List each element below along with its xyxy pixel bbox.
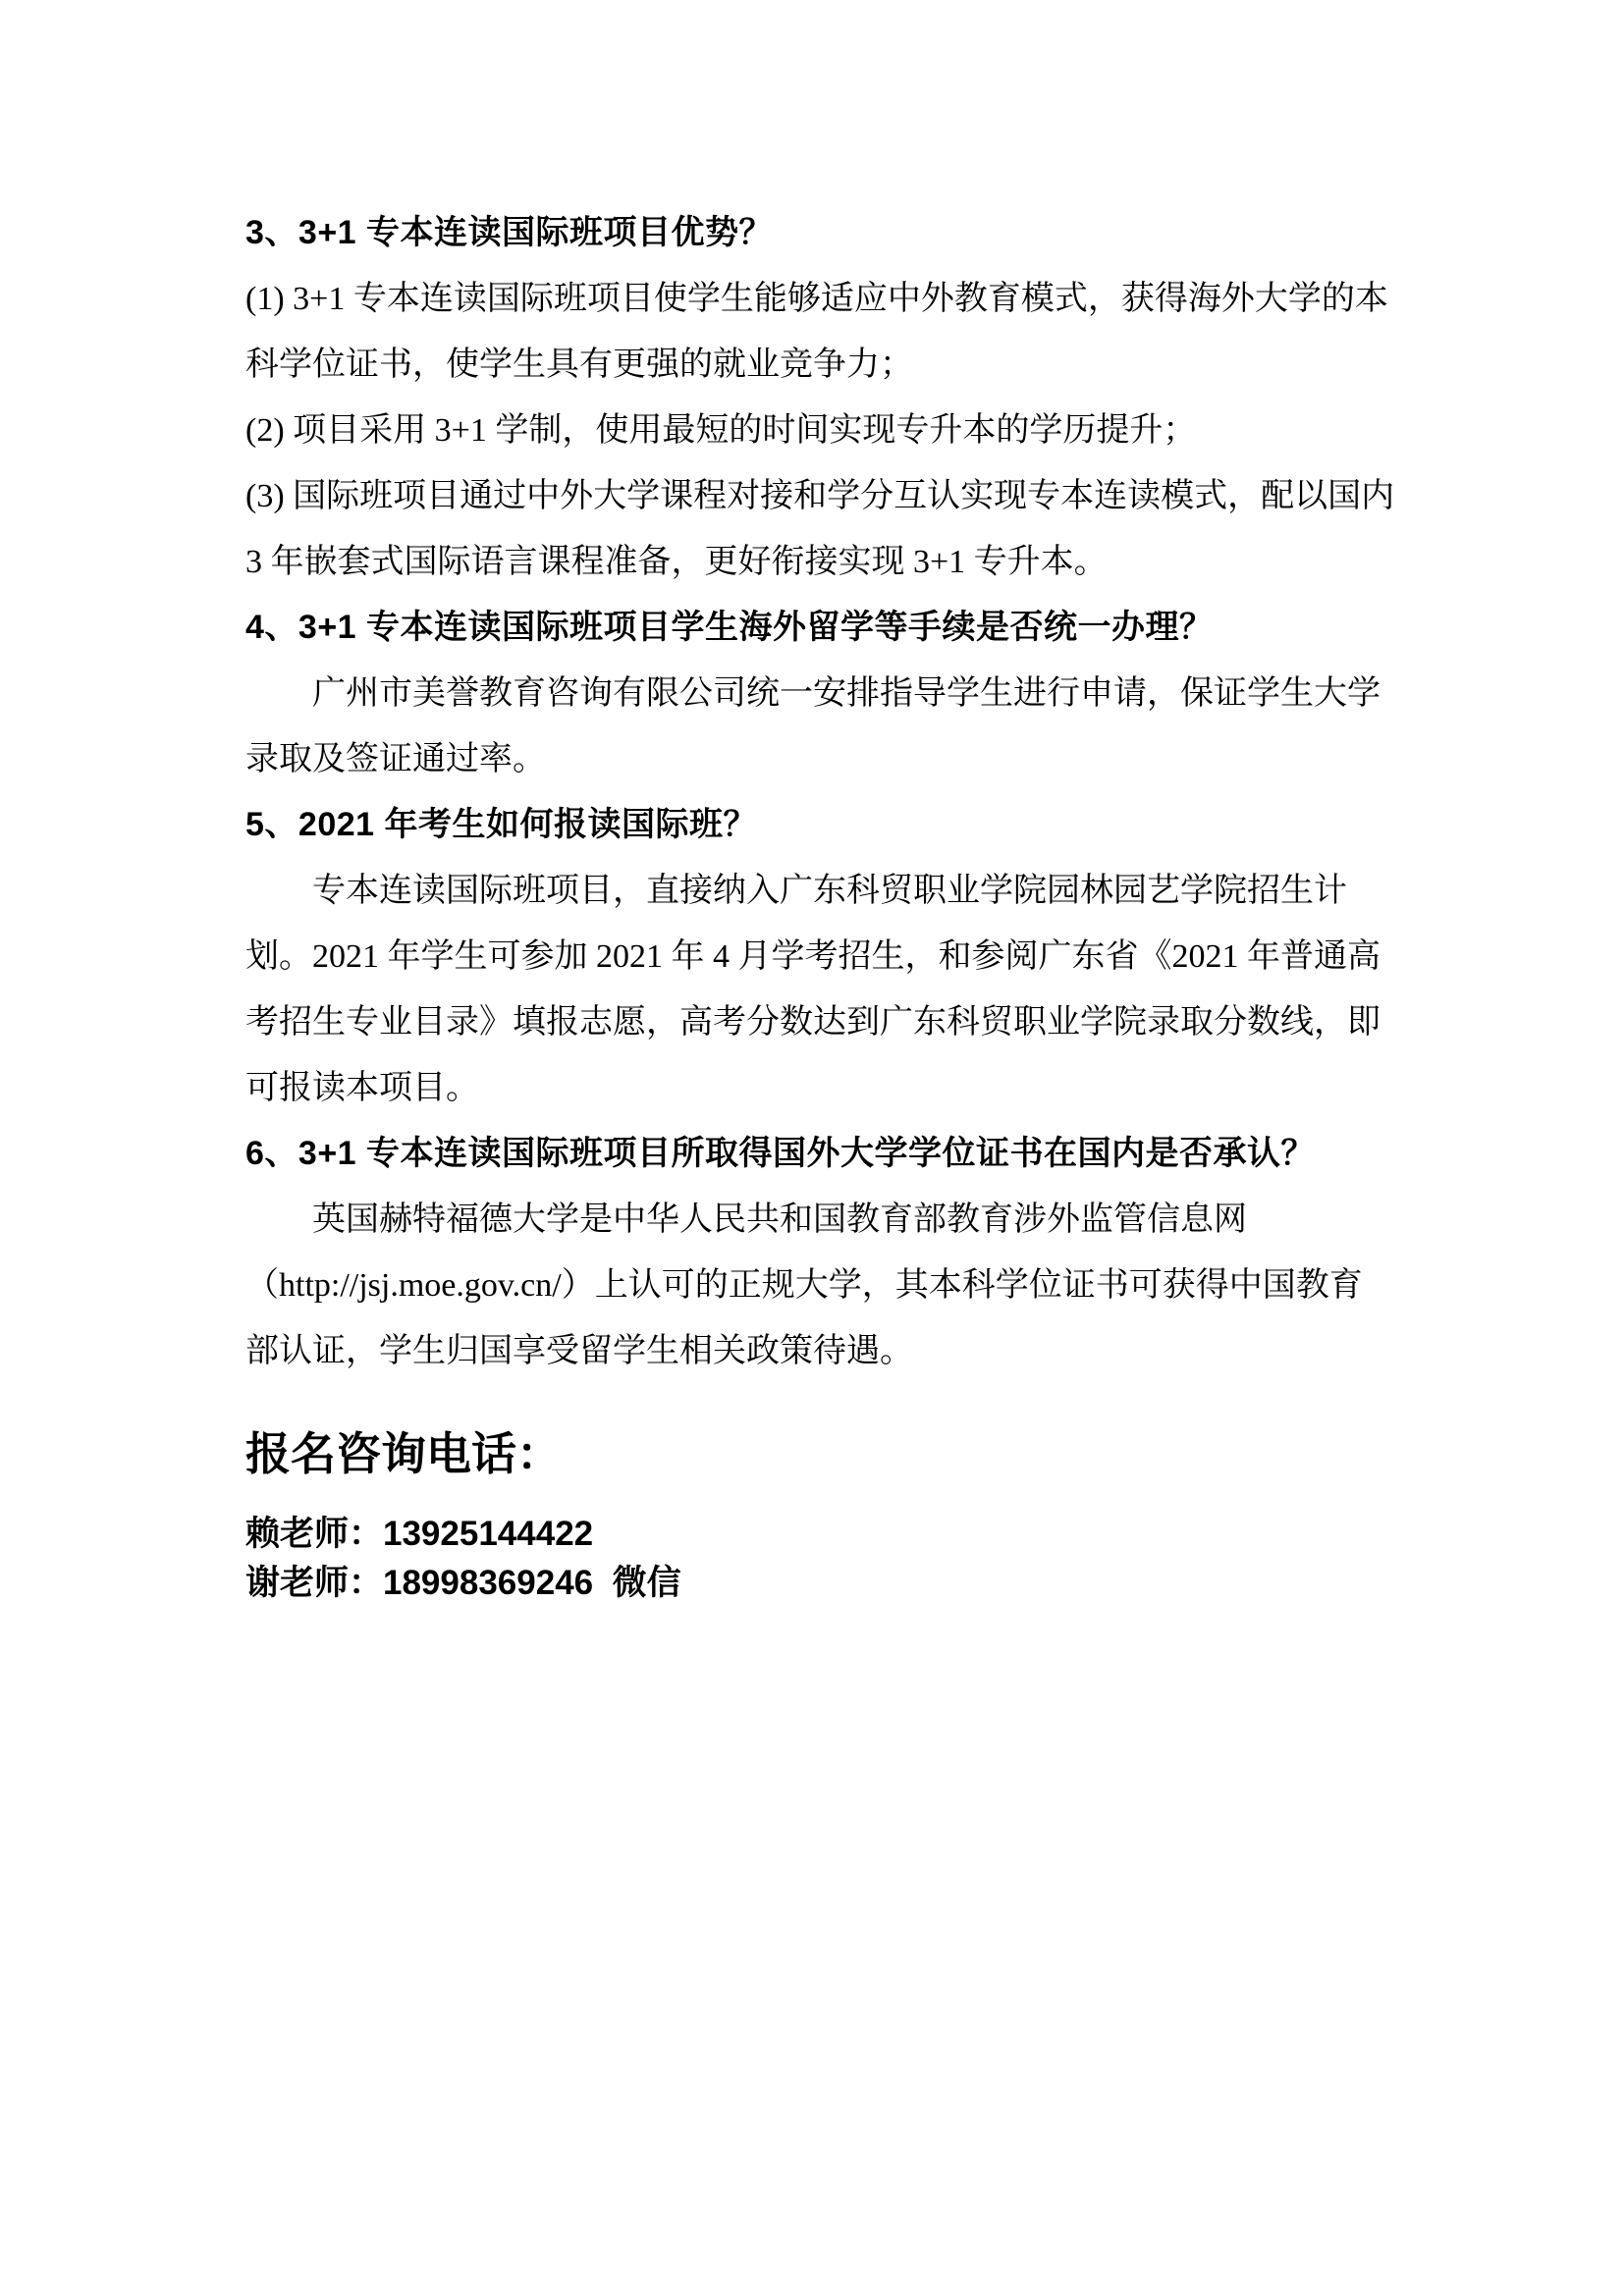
text-line: 部认证，学生归国享受留学生相关政策待遇。: [245, 1333, 913, 1369]
faq-paragraph: [245, 661, 1379, 792]
text-line: 广州市美誉教育咨询有限公司统一安排指导学生进行申请，保证学生大学: [312, 675, 1380, 712]
contact-phone-line: 赖老师：13925144422: [245, 1515, 594, 1553]
text-line: (1) 3+1 专本连读国际班项目使学生能够适应中外教育模式，获得海外大学的本: [245, 281, 1388, 317]
faq-content: [245, 200, 1395, 1384]
text-line: 3 年嵌套式国际语言课程准备，更好衔接实现 3+1 专升本。: [245, 544, 1108, 580]
faq-question-heading: 4、3+1 专本连读国际班项目学生海外留学等手续是否统一办理？: [245, 609, 1214, 646]
faq-paragraph: [245, 463, 1395, 595]
text-line: 划。2021 年学生可参加 2021 年 4 月学考招生，和参阅广东省《2021 年普通高: [245, 938, 1380, 975]
text-line: 录取及签证通过率。: [245, 741, 546, 777]
text-line: 可报读本项目。: [245, 1070, 479, 1106]
text-line: 科学位证书，使学生具有更强的就业竞争力；: [245, 347, 913, 383]
contact-section: [245, 1425, 681, 1608]
text-line: (2) 项目采用 3+1 学制，使用最短的时间实现专升本的学历提升；: [245, 412, 1197, 449]
contact-title: 报名咨询电话：: [245, 1428, 562, 1479]
faq-question-heading: 6、3+1 专本连读国际班项目所取得国外大学学位证书在国内是否承认？: [245, 1135, 1316, 1172]
faq-paragraph: [245, 266, 1388, 398]
text-line: 考招生专业目录》填报志愿，高考分数达到广东科贸职业学院录取分数线，即: [245, 1004, 1380, 1041]
text-line: 专本连读国际班项目，直接纳入广东科贸职业学院园林园艺学院招生计: [312, 873, 1347, 909]
contact-phone-list: [245, 1510, 681, 1608]
text-line: （http://jsj.moe.gov.cn/）上认可的正规大学，其本科学位证书可获得中国教育: [245, 1267, 1363, 1304]
text-line: 英国赫特福德大学是中华人民共和国教育部教育涉外监管信息网: [312, 1201, 1247, 1238]
text-line: (3) 国际班项目通过中外大学课程对接和学分互认实现专本连读模式，配以国内: [245, 478, 1395, 514]
faq-paragraph: [245, 1187, 1379, 1384]
faq-paragraph: [245, 858, 1379, 1121]
faq-question-heading: 5、2021 年考生如何报读国际班？: [245, 806, 757, 843]
faq-question-heading: 3、3+1 专本连读国际班项目优势？: [245, 214, 774, 251]
faq-paragraph: [245, 398, 1379, 463]
contact-phone-line: 谢老师：18998369246 微信: [245, 1564, 681, 1602]
